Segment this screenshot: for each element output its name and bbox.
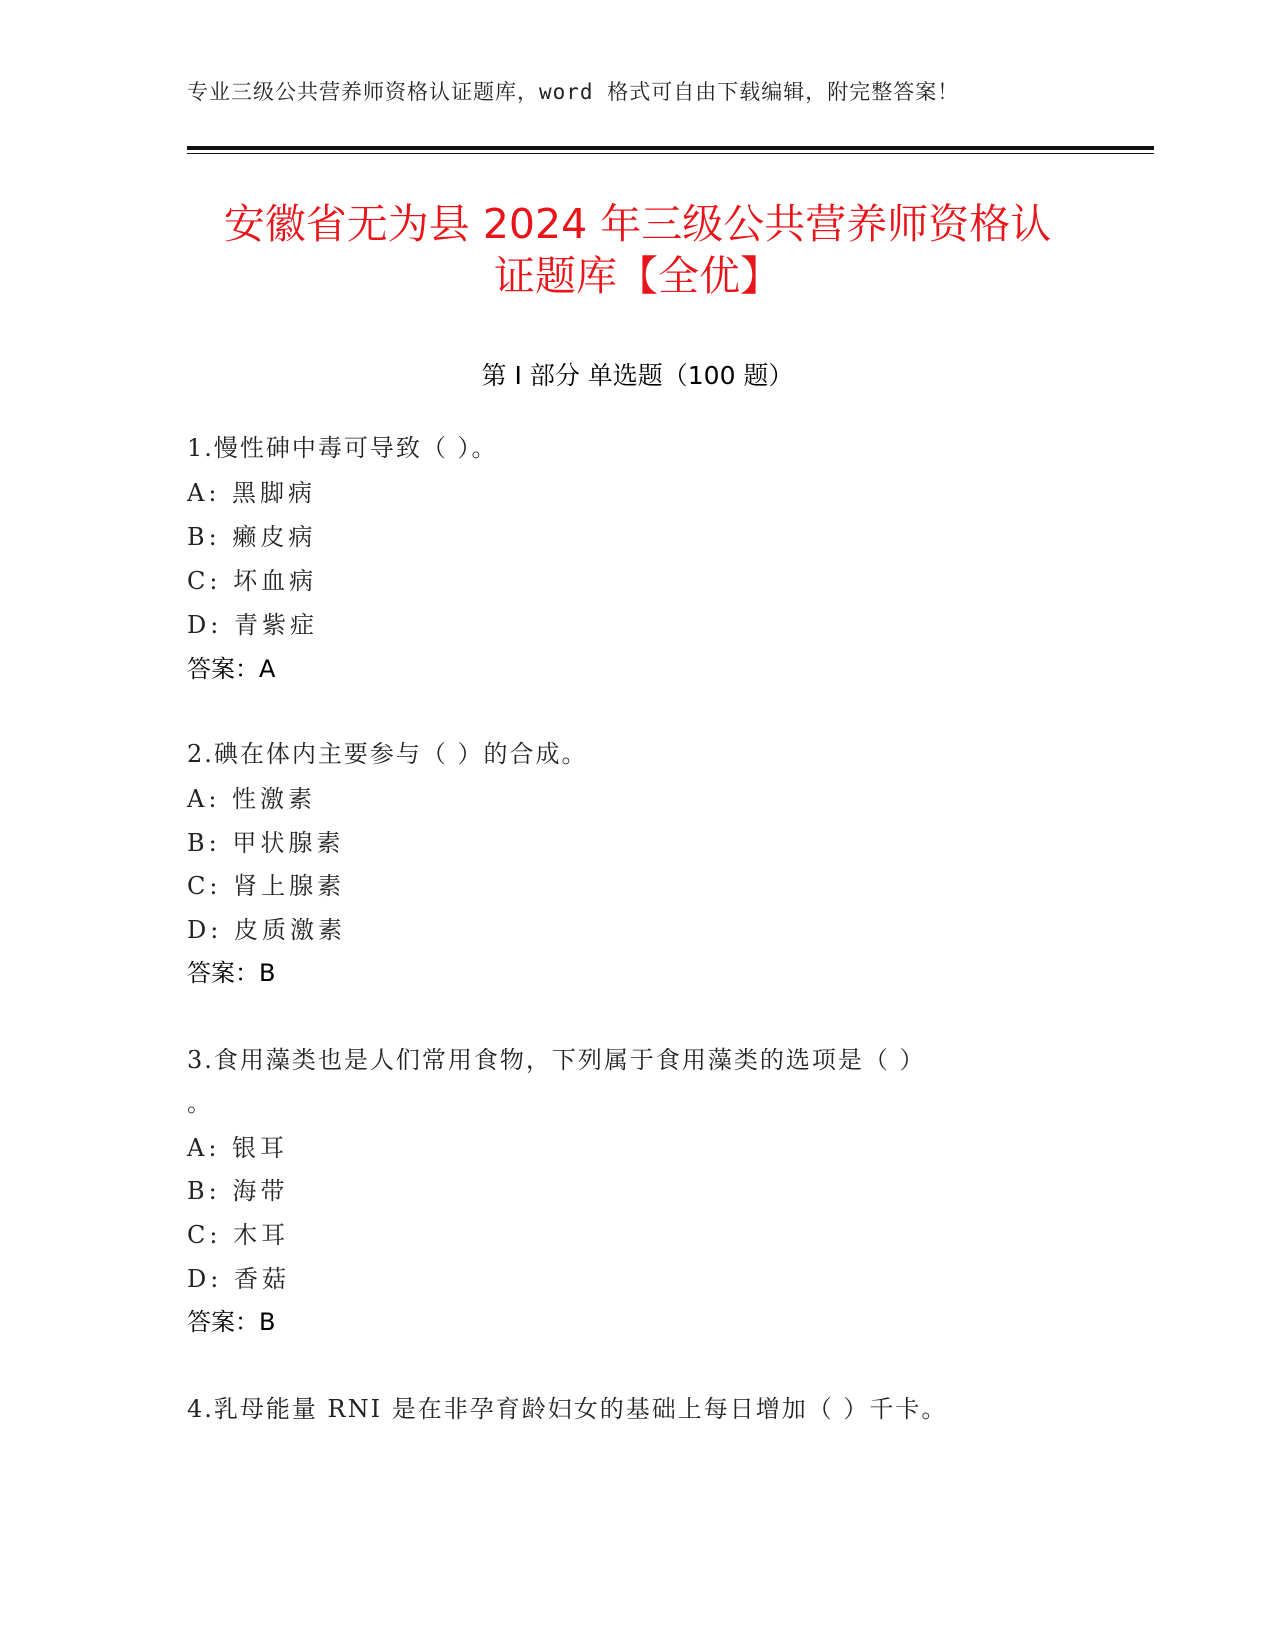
question-1-option-b: B: 癞皮病 bbox=[187, 523, 317, 551]
header-note: 专业三级公共营养师资格认证题库，word 格式可自由下载编辑，附完整答案！ bbox=[187, 80, 960, 104]
question-1-option-c: C: 坏血病 bbox=[187, 567, 318, 595]
question-2-option-b: B: 甲状腺素 bbox=[187, 829, 345, 857]
question-2-stem: 2.碘在体内主要参与（ ）的合成。 bbox=[187, 740, 588, 768]
question-3-stem: 3.食用藻类也是人们常用食物，下列属于食用藻类的选项是（ ） bbox=[187, 1046, 926, 1074]
question-3-option-d: D: 香菇 bbox=[187, 1265, 290, 1293]
question-1-answer: 答案：A bbox=[187, 655, 276, 683]
question-3-stem-continued: 。 bbox=[187, 1089, 213, 1117]
question-2-option-d: D: 皮质激素 bbox=[187, 916, 346, 944]
document-title bbox=[120, 198, 1155, 302]
question-2-option-c: C: 肾上腺素 bbox=[187, 872, 346, 900]
question-3-option-c: C: 木耳 bbox=[187, 1221, 290, 1249]
question-2-option-a: A: 性激素 bbox=[187, 785, 317, 813]
question-3-answer: 答案：B bbox=[187, 1308, 276, 1336]
header-rule-thick bbox=[187, 146, 1154, 150]
question-3-option-b: B: 海带 bbox=[187, 1177, 289, 1205]
title-line-1: 安徽省无为县 2024 年三级公共营养师资格认 bbox=[223, 200, 1052, 248]
question-3-option-a: A: 银耳 bbox=[187, 1134, 289, 1162]
question-4-stem: 4.乳母能量 RNI 是在非孕育龄妇女的基础上每日增加（ ）千卡。 bbox=[187, 1395, 948, 1423]
question-1-option-a: A: 黑脚病 bbox=[187, 479, 317, 507]
question-1-stem: 1.慢性砷中毒可导致（ ）。 bbox=[187, 434, 498, 462]
title-line-2: 证题库【全优】 bbox=[494, 252, 781, 300]
section-title: 第 I 部分 单选题（100 题） bbox=[481, 361, 794, 390]
question-1-option-d: D: 青紫症 bbox=[187, 611, 318, 639]
header-rule-thin bbox=[187, 153, 1154, 154]
question-2-answer: 答案：B bbox=[187, 959, 276, 987]
